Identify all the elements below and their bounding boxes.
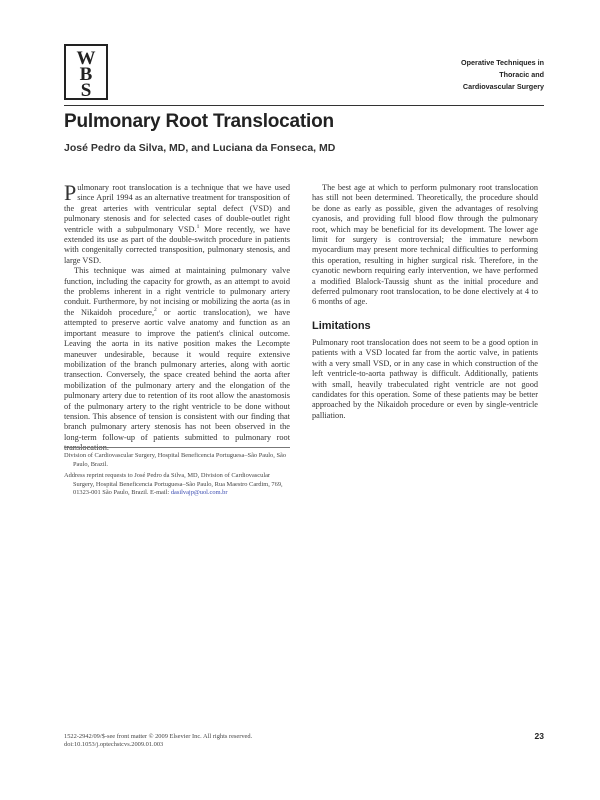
footnotes [64,447,290,501]
svg-text:S: S [80,80,92,100]
limitations-heading: Limitations [312,319,371,332]
paragraph-4: Pulmonary root translocation does not seem to be a good option in patients with a VSD located far from the aortic valve, in patients with a very small VSD, or in any case in which construction of the left ventricle-to-aorta pathway is difficult. Additionally, patients with small, heavily trabeculated right ventricle are not good candidates for this operation. Some of these patients may be better approached by the Nikaidoh procedure or even by single-ventricle palliation. [312,337,538,420]
reference-1: 1 [196,223,200,230]
paragraph-2 [64,266,290,453]
svg-text:W: W [76,48,96,69]
paragraph-3: The best age at which to perform pulmonary root translocation has still not been determined. Theoretically, the procedure should be done as early as possible, given the advantages of resolving cyanosis, and providing full blood flow through the pulmonary root, which may be beneficial for its development. The lower age limit for surgery is controversial; the immature newborn myocardium may present more technical difficulties to performing this operation, resulting in higher surgical risk. Therefore, in the cyanotic newborn requiring early intervention, we have performed a modified Blalock-Taussig shunt as the initial procedure and deferred pulmonary root translocation, to be done electively at 4 to 6 months of age. [312,183,538,307]
journal-line-1: Operative Techniques in [461,58,544,67]
publication-meta [64,733,364,750]
right-column [312,183,538,421]
issn-line: 1522-2942/09/$-see front matter © 2009 Elsevier Inc. All rights reserved. [64,733,253,740]
journal-line-2: Thoracic and [499,70,544,79]
reprint-note [64,472,290,498]
header-rule [64,105,544,106]
drop-cap: P [64,180,77,205]
paragraph-1 [64,180,291,266]
email-link[interactable]: dasilvajp@uol.com.br [170,489,228,497]
page-number: 23 [534,731,544,741]
paragraph-2-text: This technique was aimed at maintaining pulmonary valve function, including the capacity for growth, as an attempt to avoid the problems inherent in a right ventricle to pulmonary artery conduit. Furthermore, by not incising or mobilizing the aorta (as in the Nikaidoh procedure, [64,266,290,317]
paragraph-1-text-cont: More recently, we have extended its use as part of the double-switch procedure in patients with congenitally corrected transposition, pulmonary stenosis, and large VSD. [64,224,291,265]
reference-2: 2 [154,307,157,314]
paragraph-2-text-cont: or aortic translocation), we have attempted to preserve aortic valve anatomy and function as an important measure to improve the patient's clinical outcome. Leaving the aorta in its native position makes the Lecompte maneuver undesirable, because it would require extensive mobilization of the branch pulmonary arteries, along with aortic transection. Conversely, the space created behind the aorta after mobilization of the pulmonary artery and the elongation of the pulmonary artery due to retention of its root allow the anastomosis of the pulmonary artery to the right ventricle to be done without tension. This absence of tension is consistent with our finding that branch pulmonary artery stenosis has not been observed in the long-term follow-up of patients submitted to pulmonary root translocation. [64,307,291,453]
reprint-text: Address reprint requests to José Pedro da Silva, MD, Division of Cardiovascular Surgery, Hospital Beneficencia Portuguesa–São Paulo, Rua Maestro Cardim, 769, 01323-001 São Paulo, Brazil. E-mail: [64,472,283,497]
article-authors: José Pedro da Silva, MD, and Luciana da Fonseca, MD [64,142,336,154]
wbs-logo [64,44,108,100]
svg-text:B: B [79,64,93,85]
left-column [64,180,291,454]
journal-line-3: Cardiovascular Surgery [462,82,544,91]
affiliation-note: Division of Cardiovascular Surgery, Hospital Beneficencia Portuguesa–São Paulo, São Paulo, Brazil. [64,452,287,468]
doi-line[interactable]: doi:10.1053/j.optechstcvs.2009.01.003 [64,741,164,749]
paragraph-1-text: ulmonary root translocation is a technique that we have used since April 1994 as an alternative treatment for transposition of the great arteries with ventricular septal defect (VSD) and pulmonary stenosis and for selected cases of double-outlet right ventricle with a subpulmonary VSD. [64,183,290,234]
article-title: Pulmonary Root Translocation [64,111,334,132]
journal-name [426,57,544,93]
